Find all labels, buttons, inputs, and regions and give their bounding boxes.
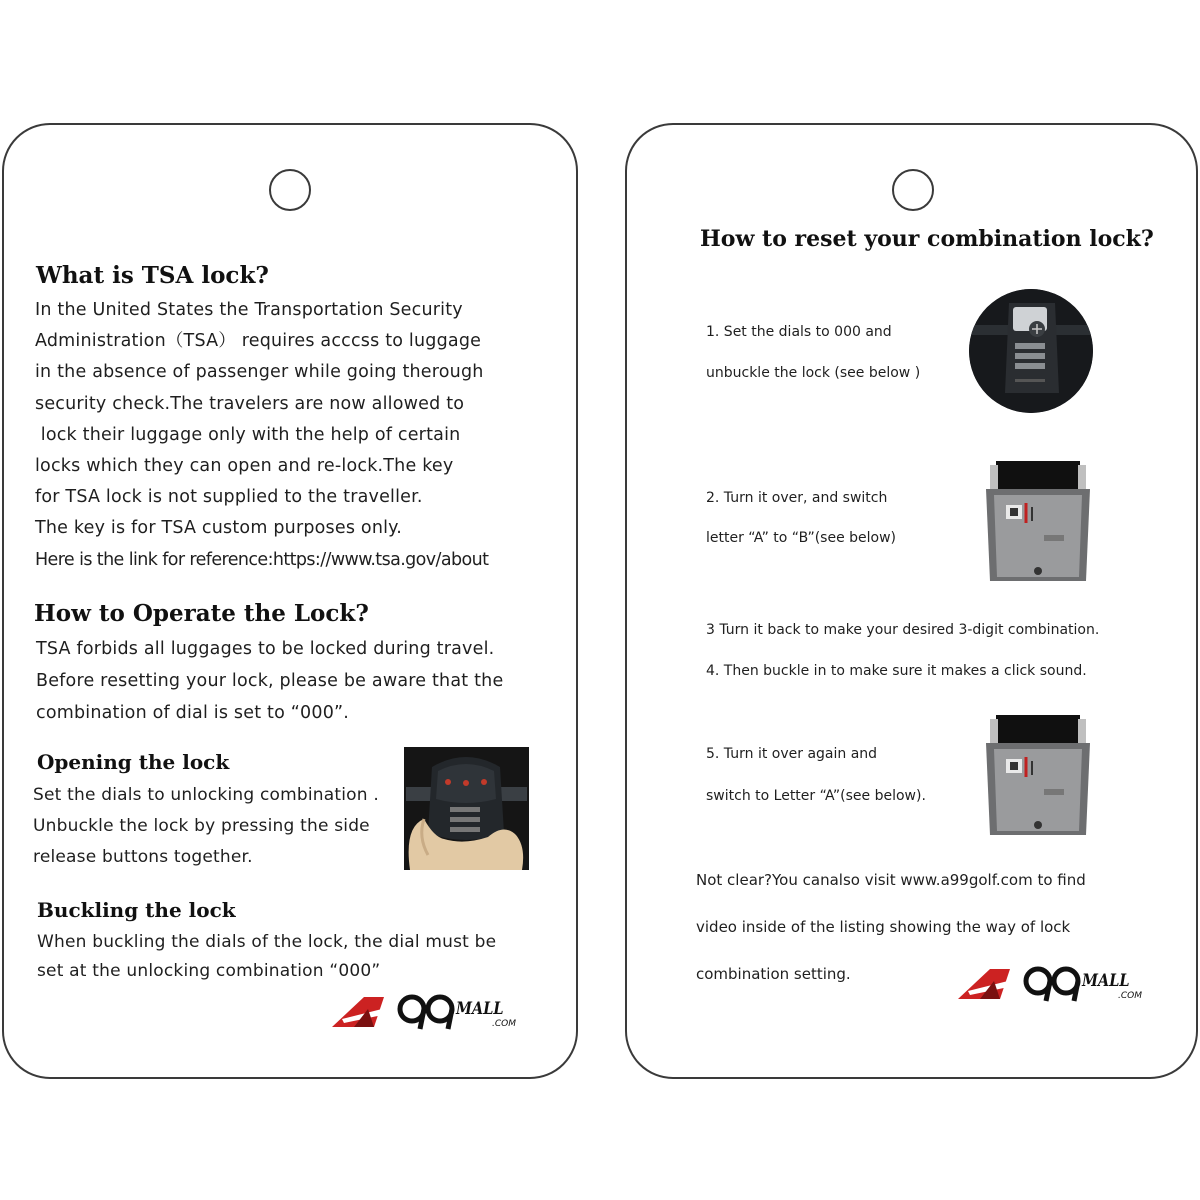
tsa-line: The key is for TSA custom purposes only. [35, 518, 402, 539]
step-5-line-1: 5. Turn it over again and [706, 746, 878, 762]
operate-paragraph [36, 633, 503, 729]
tsa-paragraph [35, 295, 488, 576]
tsa-line: locks which they can open and re-lock.The key [35, 456, 454, 477]
operate-line: combination of dial is set to “000”. [36, 703, 350, 723]
tsa-lock-in-hand-photo [404, 747, 529, 870]
logo-mall-text: MALL [456, 999, 504, 1019]
step-2-line-2: letter “A” to “B”(see below) [706, 530, 897, 546]
step-4: 4. Then buckle in to make sure it makes a click sound. [706, 663, 1087, 679]
step-5-line-2: switch to Letter “A”(see below). [706, 788, 926, 804]
tsa-heading: What is TSA lock? [36, 262, 269, 289]
tag-hole [892, 169, 934, 211]
step-2-line-1: 2. Turn it over, and switch [706, 490, 888, 506]
operate-line: Before resetting your lock, please be aware that the [36, 671, 504, 691]
tsa-line: In the United States the Transportation Security [35, 300, 463, 320]
opening-line: Unbuckle the lock by pressing the side [33, 816, 370, 837]
opening-heading: Opening the lock [37, 750, 230, 774]
logo-mall-text: MALL [1082, 971, 1130, 991]
tsa-line: for TSA lock is not supplied to the traveller. [35, 487, 423, 508]
buckling-line: set at the unlocking combination “000” [37, 961, 381, 981]
logo-com-text: .COM [1118, 991, 1142, 1001]
step-1-line-2: unbuckle the lock (see below ) [706, 365, 921, 381]
reset-heading: How to reset your combination lock? [700, 226, 1154, 252]
tsa-line: Administration（TSA） requires acccss to luggage [35, 331, 482, 352]
tag-hole [269, 169, 311, 211]
tsa-lock-back-switch-photo [984, 459, 1092, 585]
a99mall-logo [958, 965, 1153, 1005]
tsa-lock-back-switch-photo [984, 713, 1092, 839]
tsa-reference-link-line: Here is the link for reference:https://www.tsa.gov/about [35, 549, 489, 570]
tsa-line: lock their luggage only with the help of certain [35, 424, 461, 445]
buckling-heading: Buckling the lock [37, 898, 236, 922]
operate-heading: How to Operate the Lock? [34, 600, 369, 627]
opening-line: Set the dials to unlocking combination . [33, 785, 379, 805]
tsa-line: security check.The travelers are now allowed to [35, 393, 465, 414]
opening-line: release buttons together. [33, 847, 253, 868]
tsa-lock-dial-photo [969, 289, 1093, 413]
buckling-paragraph [37, 928, 496, 986]
logo-com-text: .COM [492, 1019, 516, 1029]
note-line: video inside of the listing showing the way of lock [696, 918, 1071, 936]
tsa-line: in the absence of passenger while going therough [35, 362, 484, 383]
note-line: combination setting. [696, 965, 851, 983]
buckling-line: When buckling the dials of the lock, the dial must be [37, 932, 497, 952]
operate-line: TSA forbids all luggages to be locked during travel. [36, 639, 495, 659]
step-3: 3 Turn it back to make your desired 3-digit combination. [706, 622, 1100, 638]
opening-paragraph [33, 780, 379, 874]
note-line: Not clear?You canalso visit www.a99golf.com to find [696, 871, 1086, 889]
a99mall-logo [332, 993, 527, 1033]
step-1-line-1: 1. Set the dials to 000 and [706, 324, 892, 340]
